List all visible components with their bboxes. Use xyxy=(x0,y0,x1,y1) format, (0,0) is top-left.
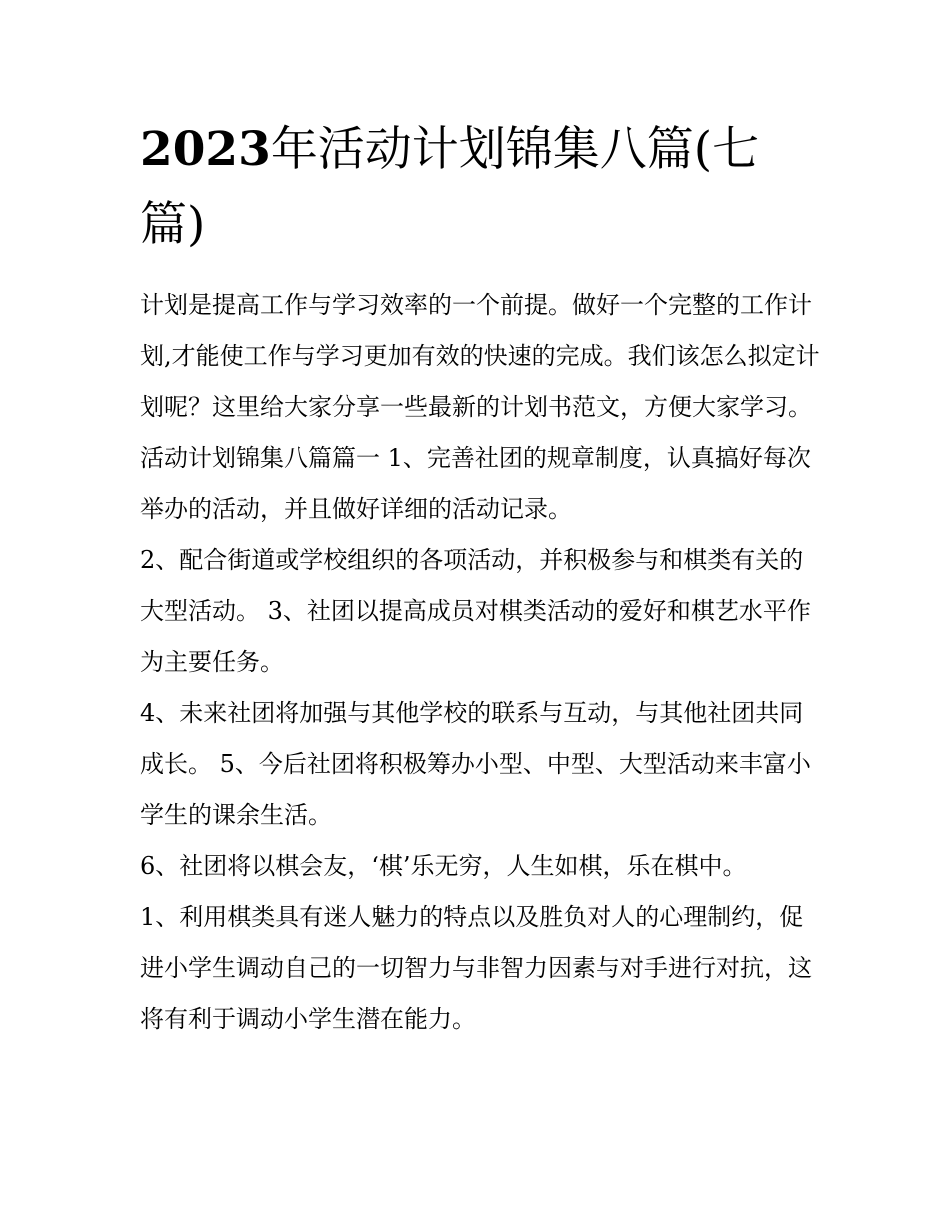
paragraph-3: 4、未来社团将加强与其他学校的联系与互动，与其他社团共同成长。 5、今后社团将积极筹办小型、中型、大型活动来丰富小学生的课余生活。 xyxy=(140,699,811,829)
intro-paragraph: 计划是提高工作与学习效率的一个前提。做好一个完整的工作计划,才能使工作与学习更加有效的快速的完成。我们该怎么拟定计划呢？这里给大家分享一些最新的计划书范文，方便大家学习。 xyxy=(140,291,820,421)
title-text: 年活动计划锦集八篇(七篇) xyxy=(140,122,760,252)
document-title xyxy=(140,112,820,262)
paragraph-2: 2、配合街道或学校组织的各项活动，并积极参与和棋类有关的大型活动。 3、社团以提高成员对棋类活动的爱好和棋艺水平作为主要任务。 xyxy=(140,546,811,676)
paragraph-4: 6、社团将以棋会友，‘棋’乐无穷，人生如棋，乐在棋中。 xyxy=(140,852,747,880)
paragraph-1: 活动计划锦集八篇篇一 1、完善社团的规章制度，认真搞好每次举办的活动，并且做好详细的活动记录。 xyxy=(140,444,811,523)
paragraph-5: 1、利用棋类具有迷人魅力的特点以及胜负对人的心理制约，促进小学生调动自己的一切智力与非智力因素与对手进行对抗，这将有利于调动小学生潜在能力。 xyxy=(140,903,812,1033)
title-year: 2023 xyxy=(140,122,271,177)
document-body xyxy=(140,280,820,1045)
